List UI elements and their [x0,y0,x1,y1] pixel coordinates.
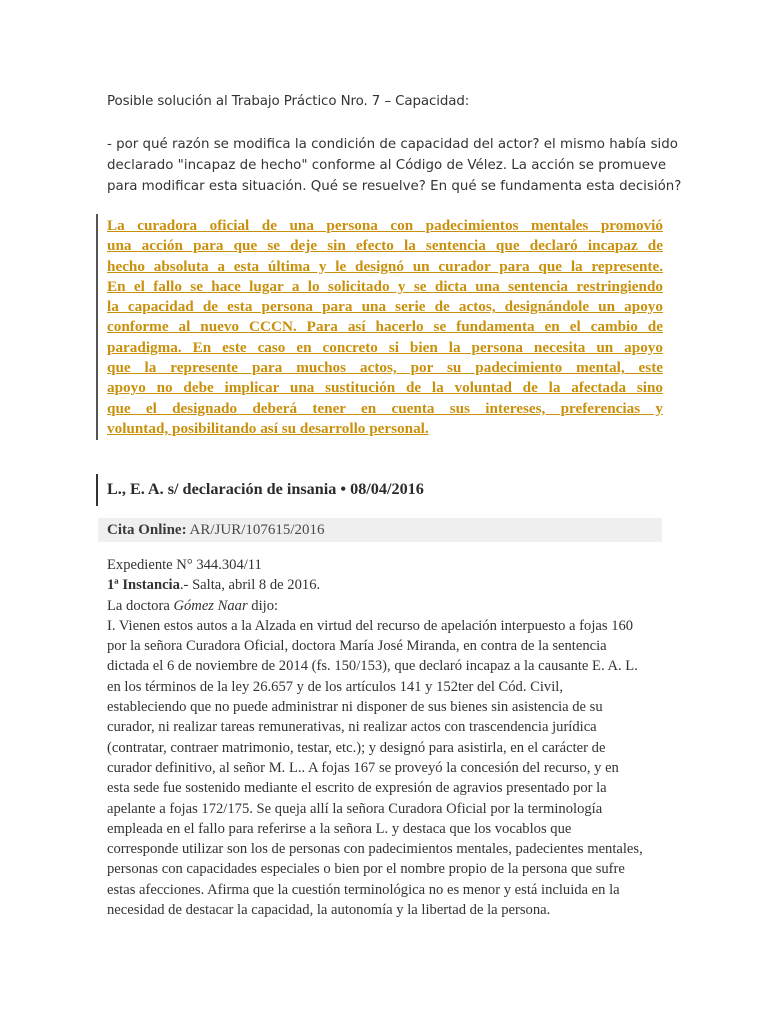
ruling-line: dictada el 6 de noviembre de 2014 (fs. 150/153), que declaró incapaz a la causante E. A. L. [107,658,638,675]
ruling-line: apelante a fojas 172/175. Se queja allí la señora Curadora Oficial por la terminología [107,800,603,817]
question-paragraph [107,134,682,197]
answer-line: la capacidad de esta persona para una serie de actos, designándole un apoyo [107,298,663,316]
doctora-name: Gómez Naar [173,597,248,614]
doctora-prefix: La doctora [107,597,174,614]
ruling-line: en los términos de la ley 26.657 y de los artículos 141 y 152ter del Cód. Civil, [107,678,563,695]
ruling-line: (contratar, contraer matrimonio, testar, etc.); y designó para asistirla, en el carácter de [107,739,606,756]
question-line: - por qué razón se modifica la condición de capacidad del actor? el mismo había sido [107,137,678,152]
answer-line: En el fallo se hace lugar a lo solicitado y se dicta una sentencia restringiendo [107,277,663,295]
answer-line: paradigma. En este caso en concreto si bien la persona necesita un apoyo [107,338,663,356]
answer-paragraph [107,216,663,439]
answer-line: que la represente para muchos actos, por su padecimiento mental, este [107,359,663,377]
citation [107,522,325,539]
citation-label: Cita Online: [107,522,187,538]
answer-line: una acción para que se deje sin efecto la sentencia que declaró incapaz de [107,237,663,255]
ruling-line: estableciendo que no puede administrar ni disponer de sus bienes sin asistencia de su [107,699,603,716]
document-title: Posible solución al Trabajo Práctico Nro. 7 – Capacidad: [107,94,470,109]
ruling-line: estas afecciones. Afirma que la cuestión terminológica no es menor y está incluida en la [107,881,620,898]
answer-margin-bar [96,214,98,440]
ruling-line: I. Vienen estos autos a la Alzada en virtud del recurso de apelación interpuesto a fojas 160 [107,617,634,634]
ruling-line: curador definitivo, al señor M. L.. A fojas 167 se proveyó la concesión del recurso, y en [107,759,619,776]
ruling-line: personas con capacidades especiales o bien por el nombre propio de la persona que sufre [107,861,625,878]
ruling-line: curador, ni realizar tareas remunerativas, ni realizar actos con trascendencia jurídica [107,719,597,736]
instancia-text: .- Salta, abril 8 de 2016. [179,577,321,594]
answer-line: La curadora oficial de una persona con padecimientos mentales promovió [107,217,663,234]
question-line: para modificar esta situación. Qué se resuelve? En qué se fundamenta esta decisión? [107,179,682,194]
answer-line: hecho absoluta a esta última y le designó un curador para que la represente. [107,257,663,275]
case-margin-bar [96,474,98,506]
citation-value: AR/JUR/107615/2016 [186,522,325,538]
answer-line: que el designado deberá tener en cuenta sus intereses, preferencias y [107,399,663,417]
instancia-line [107,575,663,595]
expediente-line: Expediente N° 344.304/11 [107,557,262,573]
doctora-suffix: dijo: [247,597,279,614]
ruling-text [107,555,663,920]
doctora-line [107,596,663,616]
ruling-line: corresponde utilizar son los de personas con padecimientos mentales, padecientes mentales, [107,841,643,858]
instancia-label: 1ª Instancia [107,577,180,594]
answer-line: conforme al nuevo CCCN. Para así hacerlo se fundamenta en el cambio de [107,318,663,336]
ruling-line: esta sede fue sostenido mediante el escrito de expresión de agravios presentado por la [107,780,607,797]
question-line: declarado "incapaz de hecho" conforme al Código de Vélez. La acción se promueve [107,158,667,173]
ruling-line: empleada en el fallo para referirse a la señora L. y destaca que los vocablos que [107,820,572,837]
answer-line: apoyo no debe implicar una sustitución de la voluntad de la afectada sino [107,379,663,397]
case-title: L., E. A. s/ declaración de insania • 08/04/2016 [107,480,424,498]
answer-line: voluntad, posibilitando así su desarrollo personal. [107,419,429,437]
ruling-line: por la señora Curadora Oficial, doctora María José Miranda, en contra de la sentencia [107,638,607,655]
ruling-line: necesidad de destacar la capacidad, la autonomía y la libertad de la persona. [107,902,551,919]
